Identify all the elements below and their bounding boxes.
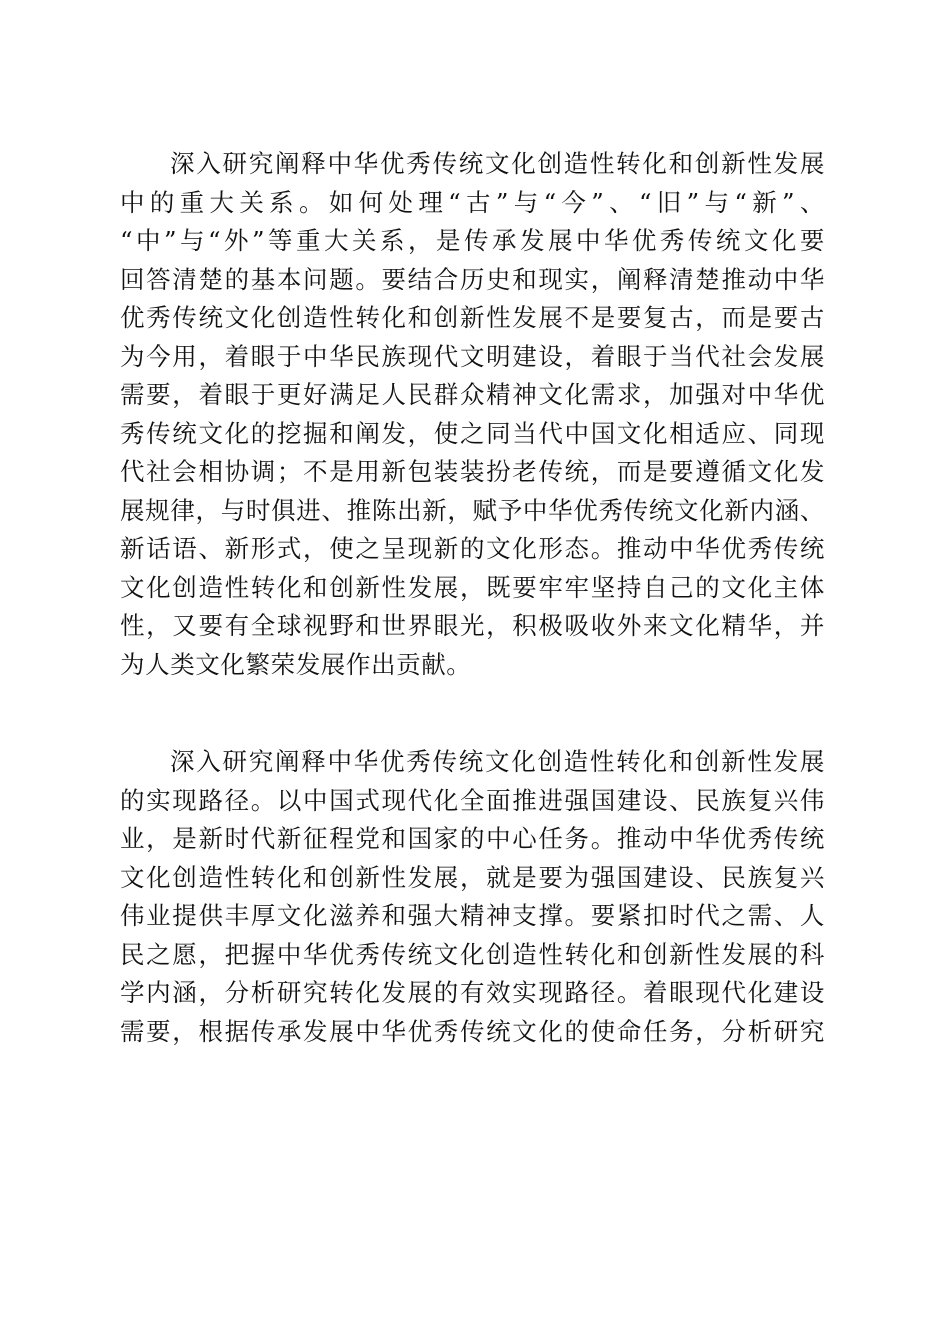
paragraph-line: 为今用，着眼于中华民族现代文明建设，着眼于当代社会发展: [120, 341, 825, 371]
paragraph-line: “中”与“外”等重大关系，是传承发展中华优秀传统文化要: [120, 226, 825, 255]
paragraph-2: [120, 743, 825, 1051]
paragraph-1: [120, 145, 825, 684]
paragraph-line: 优秀传统文化创造性转化和创新性发展不是要复古，而是要古: [120, 303, 825, 332]
paragraph-line: 文化创造性转化和创新性发展，既要牢牢坚持自己的文化主体: [120, 572, 825, 602]
paragraph-line: 回答清楚的基本问题。要结合历史和现实，阐释清楚推动中华: [120, 264, 825, 294]
paragraph-line: 深入研究阐释中华优秀传统文化创造性转化和创新性发展: [170, 149, 825, 178]
paragraph-line: 展规律，与时俱进、推陈出新，赋予中华优秀传统文化新内涵、: [120, 495, 825, 525]
paragraph-line: 为人类文化繁荣发展作出贡献。: [120, 649, 472, 679]
paragraph-line: 中的重大关系。如何处理“古”与“今”、“旧”与“新”、: [120, 187, 825, 217]
paragraph-line: 代社会相协调；不是用新包装装扮老传统，而是要遵循文化发: [120, 457, 825, 486]
paragraph-line: 学内涵，分析研究转化发展的有效实现路径。着眼现代化建设: [120, 978, 825, 1007]
paragraph-line: 业，是新时代新征程党和国家的中心任务。推动中华优秀传统: [120, 824, 825, 853]
paragraph-line: 性，又要有全球视野和世界眼光，积极吸收外来文化精华，并: [120, 611, 825, 640]
paragraph-line: 需要，着眼于更好满足人民群众精神文化需求，加强对中华优: [120, 380, 825, 409]
paragraph-line: 深入研究阐释中华优秀传统文化创造性转化和创新性发展: [170, 747, 825, 776]
paragraph-line: 需要，根据传承发展中华优秀传统文化的使命任务，分析研究: [120, 1016, 825, 1046]
paragraph-line: 民之愿，把握中华优秀传统文化创造性转化和创新性发展的科: [120, 939, 825, 969]
paragraph-line: 秀传统文化的挖掘和阐发，使之同当代中国文化相适应、同现: [120, 418, 825, 448]
paragraph-line: 伟业提供丰厚文化滋养和强大精神支撑。要紧扣时代之需、人: [120, 901, 825, 930]
paragraph-line: 新话语、新形式，使之呈现新的文化形态。推动中华优秀传统: [120, 534, 825, 563]
paragraph-line: 的实现路径。以中国式现代化全面推进强国建设、民族复兴伟: [120, 785, 825, 815]
paragraph-line: 文化创造性转化和创新性发展，就是要为强国建设、民族复兴: [120, 862, 825, 892]
